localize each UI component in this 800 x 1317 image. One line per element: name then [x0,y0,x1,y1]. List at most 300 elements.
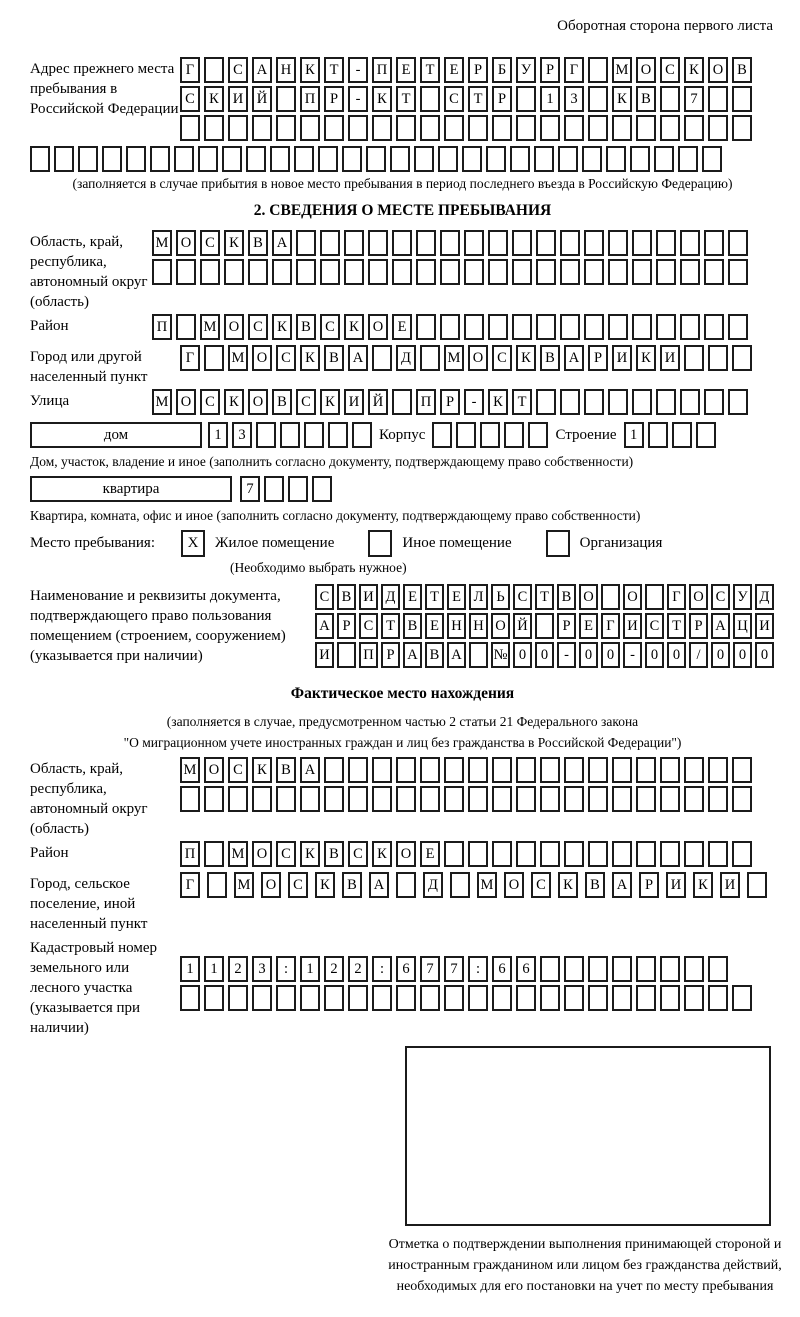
char-box[interactable] [396,985,416,1011]
char-box[interactable] [204,345,224,371]
char-box[interactable]: А [315,613,334,639]
char-box[interactable] [468,985,488,1011]
char-box[interactable] [608,259,628,285]
char-box[interactable]: К [315,872,335,898]
char-box[interactable]: С [348,841,368,867]
char-box[interactable]: Р [689,613,708,639]
char-box[interactable]: П [416,389,436,415]
char-box[interactable]: : [468,956,488,982]
char-box[interactable]: Б [492,57,512,83]
char-box[interactable]: О [396,841,416,867]
char-box[interactable] [512,314,532,340]
char-box[interactable]: В [296,314,316,340]
char-box[interactable] [558,146,578,172]
char-box[interactable] [612,841,632,867]
char-box[interactable] [636,985,656,1011]
char-box[interactable]: Т [420,57,440,83]
char-box[interactable]: А [348,345,368,371]
char-box[interactable] [440,230,460,256]
char-box[interactable] [584,314,604,340]
char-box[interactable] [632,389,652,415]
char-box[interactable]: Т [324,57,344,83]
char-box[interactable] [656,314,676,340]
char-box[interactable]: С [513,584,532,610]
char-box[interactable]: С [228,757,248,783]
char-box[interactable] [150,146,170,172]
char-box[interactable]: К [516,345,536,371]
char-box[interactable]: О [224,314,244,340]
char-box[interactable] [684,985,704,1011]
char-box[interactable] [396,872,416,898]
char-box[interactable]: О [579,584,598,610]
char-box[interactable]: К [204,86,224,112]
char-box[interactable] [492,757,512,783]
char-box[interactable] [224,259,244,285]
char-box[interactable] [536,259,556,285]
char-box[interactable] [126,146,146,172]
char-box[interactable]: 1 [540,86,560,112]
char-box[interactable]: Д [423,872,443,898]
char-box[interactable]: М [152,230,172,256]
char-box[interactable]: С [180,86,200,112]
char-box[interactable]: М [234,872,254,898]
char-box[interactable]: К [558,872,578,898]
char-box[interactable] [660,757,680,783]
char-box[interactable] [152,259,172,285]
char-box[interactable]: А [369,872,389,898]
char-box[interactable] [276,786,296,812]
char-box[interactable] [264,476,284,502]
char-box[interactable]: А [300,757,320,783]
char-box[interactable] [444,985,464,1011]
char-box[interactable] [450,872,470,898]
char-box[interactable] [372,786,392,812]
char-box[interactable]: К [372,86,392,112]
char-box[interactable] [704,314,724,340]
char-box[interactable] [588,956,608,982]
char-box[interactable]: Г [601,613,620,639]
char-box[interactable] [469,642,488,668]
char-box[interactable]: И [359,584,378,610]
char-box[interactable]: Т [381,613,400,639]
char-box[interactable]: А [252,57,272,83]
char-box[interactable]: К [684,57,704,83]
char-box[interactable] [204,115,224,141]
char-box[interactable] [560,314,580,340]
char-box[interactable]: С [645,613,664,639]
char-box[interactable] [488,259,508,285]
char-box[interactable] [684,115,704,141]
char-box[interactable] [368,259,388,285]
char-box[interactable] [601,584,620,610]
char-box[interactable]: Р [337,613,356,639]
char-box[interactable]: С [359,613,378,639]
char-box[interactable]: И [660,345,680,371]
char-box[interactable] [510,146,530,172]
char-box[interactable] [684,841,704,867]
char-box[interactable]: Е [444,57,464,83]
char-box[interactable] [747,872,767,898]
char-box[interactable] [564,757,584,783]
char-box[interactable] [312,476,332,502]
char-box[interactable] [588,757,608,783]
char-box[interactable] [612,985,632,1011]
char-box[interactable]: 7 [444,956,464,982]
char-box[interactable]: В [272,389,292,415]
char-box[interactable]: Л [469,584,488,610]
char-box[interactable]: : [372,956,392,982]
char-box[interactable]: О [636,57,656,83]
char-box[interactable] [396,115,416,141]
char-box[interactable]: Р [381,642,400,668]
char-box[interactable]: В [732,57,752,83]
char-box[interactable] [732,115,752,141]
char-box[interactable]: С [248,314,268,340]
char-box[interactable] [528,422,548,448]
char-box[interactable] [540,115,560,141]
char-box[interactable] [732,345,752,371]
char-box[interactable]: И [315,642,334,668]
char-box[interactable] [672,422,692,448]
char-box[interactable] [396,786,416,812]
char-box[interactable]: И [720,872,740,898]
char-box[interactable]: И [344,389,364,415]
char-box[interactable] [438,146,458,172]
char-box[interactable] [536,230,556,256]
char-box[interactable] [656,230,676,256]
char-box[interactable] [732,86,752,112]
char-box[interactable] [512,259,532,285]
char-box[interactable] [564,786,584,812]
char-box[interactable] [300,786,320,812]
char-box[interactable] [732,841,752,867]
char-box[interactable]: 0 [733,642,752,668]
char-box[interactable]: Г [180,872,200,898]
char-box[interactable]: Р [540,57,560,83]
char-box[interactable] [348,985,368,1011]
char-box[interactable] [337,642,356,668]
char-box[interactable]: В [324,841,344,867]
char-box[interactable] [344,259,364,285]
char-box[interactable]: Д [396,345,416,371]
char-box[interactable] [732,786,752,812]
char-box[interactable]: К [300,57,320,83]
char-box[interactable]: Р [324,86,344,112]
char-box[interactable] [300,115,320,141]
char-box[interactable]: К [300,841,320,867]
char-box[interactable] [464,259,484,285]
char-box[interactable] [372,115,392,141]
char-box[interactable]: Е [447,584,466,610]
char-box[interactable] [324,985,344,1011]
char-box[interactable] [270,146,290,172]
char-box[interactable]: А [612,872,632,898]
char-box[interactable]: 7 [240,476,260,502]
char-box[interactable] [276,86,296,112]
char-box[interactable] [368,230,388,256]
char-box[interactable]: 1 [208,422,228,448]
char-box[interactable] [440,314,460,340]
char-box[interactable] [660,985,680,1011]
char-box[interactable]: Е [420,841,440,867]
char-box[interactable]: К [612,86,632,112]
char-box[interactable]: Т [667,613,686,639]
char-box[interactable]: В [337,584,356,610]
char-box[interactable]: А [272,230,292,256]
char-box[interactable]: Т [468,86,488,112]
char-box[interactable] [102,146,122,172]
char-box[interactable] [588,786,608,812]
char-box[interactable] [584,259,604,285]
char-box[interactable]: М [444,345,464,371]
char-box[interactable]: Г [180,345,200,371]
char-box[interactable]: Е [396,57,416,83]
char-box[interactable]: Ц [733,613,752,639]
char-box[interactable] [492,115,512,141]
char-box[interactable]: / [689,642,708,668]
char-box[interactable]: 2 [324,956,344,982]
char-box[interactable] [440,259,460,285]
char-box[interactable] [276,985,296,1011]
char-box[interactable]: П [180,841,200,867]
char-box[interactable] [680,259,700,285]
char-box[interactable]: О [708,57,728,83]
char-box[interactable] [464,230,484,256]
char-box[interactable] [540,956,560,982]
char-box[interactable]: И [228,86,248,112]
char-box[interactable] [320,230,340,256]
char-box[interactable]: С [200,230,220,256]
char-box[interactable]: К [320,389,340,415]
char-box[interactable] [512,230,532,256]
char-box[interactable]: 0 [579,642,598,668]
char-box[interactable] [534,146,554,172]
char-box[interactable]: Е [579,613,598,639]
char-box[interactable] [444,841,464,867]
char-box[interactable] [256,422,276,448]
char-box[interactable]: В [585,872,605,898]
char-box[interactable] [702,146,722,172]
char-box[interactable] [176,259,196,285]
char-box[interactable] [636,786,656,812]
char-box[interactable] [200,259,220,285]
char-box[interactable] [420,757,440,783]
char-box[interactable] [660,86,680,112]
char-box[interactable]: И [612,345,632,371]
char-box[interactable]: 3 [252,956,272,982]
char-box[interactable] [708,345,728,371]
char-box[interactable]: № [491,642,510,668]
char-box[interactable]: И [755,613,774,639]
char-box[interactable]: В [248,230,268,256]
stay-type-checkbox-organization[interactable] [546,530,570,557]
char-box[interactable]: П [359,642,378,668]
char-box[interactable] [684,757,704,783]
char-box[interactable] [318,146,338,172]
char-box[interactable] [632,230,652,256]
char-box[interactable] [504,422,524,448]
char-box[interactable]: О [368,314,388,340]
char-box[interactable]: Н [447,613,466,639]
char-box[interactable]: С [228,57,248,83]
char-box[interactable]: О [176,230,196,256]
char-box[interactable] [392,230,412,256]
char-box[interactable]: С [660,57,680,83]
char-box[interactable]: Г [564,57,584,83]
char-box[interactable] [252,786,272,812]
char-box[interactable] [348,786,368,812]
char-box[interactable] [680,314,700,340]
char-box[interactable]: К [372,841,392,867]
char-box[interactable] [516,86,536,112]
char-box[interactable]: Т [396,86,416,112]
char-box[interactable]: : [276,956,296,982]
char-box[interactable]: О [623,584,642,610]
char-box[interactable]: В [540,345,560,371]
char-box[interactable]: 2 [348,956,368,982]
char-box[interactable]: М [152,389,172,415]
char-box[interactable]: 6 [396,956,416,982]
char-box[interactable]: У [516,57,536,83]
char-box[interactable] [462,146,482,172]
char-box[interactable] [420,985,440,1011]
char-box[interactable]: С [276,345,296,371]
char-box[interactable]: Г [180,57,200,83]
char-box[interactable]: - [464,389,484,415]
char-box[interactable]: 0 [645,642,664,668]
char-box[interactable] [708,757,728,783]
char-box[interactable]: Н [469,613,488,639]
char-box[interactable]: 7 [420,956,440,982]
char-box[interactable] [660,115,680,141]
char-box[interactable]: 6 [492,956,512,982]
char-box[interactable]: С [711,584,730,610]
char-box[interactable] [328,422,348,448]
char-box[interactable] [560,259,580,285]
char-box[interactable]: О [252,841,272,867]
char-box[interactable] [198,146,218,172]
char-box[interactable]: Г [667,584,686,610]
char-box[interactable]: С [444,86,464,112]
char-box[interactable] [612,115,632,141]
char-box[interactable] [732,757,752,783]
char-box[interactable] [636,757,656,783]
char-box[interactable] [728,230,748,256]
char-box[interactable] [612,757,632,783]
char-box[interactable] [684,956,704,982]
char-box[interactable] [660,841,680,867]
char-box[interactable] [588,57,608,83]
char-box[interactable]: Д [755,584,774,610]
char-box[interactable] [372,757,392,783]
char-box[interactable]: К [252,757,272,783]
char-box[interactable] [636,956,656,982]
char-box[interactable] [352,422,372,448]
char-box[interactable]: С [492,345,512,371]
char-box[interactable] [536,314,556,340]
char-box[interactable] [645,584,664,610]
char-box[interactable] [348,115,368,141]
char-box[interactable] [180,115,200,141]
char-box[interactable]: 1 [300,956,320,982]
char-box[interactable]: Н [276,57,296,83]
char-box[interactable] [492,985,512,1011]
char-box[interactable] [608,314,628,340]
char-box[interactable] [468,786,488,812]
char-box[interactable]: В [636,86,656,112]
char-box[interactable] [480,422,500,448]
char-box[interactable] [588,985,608,1011]
char-box[interactable] [516,985,536,1011]
char-box[interactable] [684,786,704,812]
char-box[interactable] [564,841,584,867]
char-box[interactable]: 0 [513,642,532,668]
char-box[interactable] [444,115,464,141]
char-box[interactable]: О [252,345,272,371]
char-box[interactable]: Р [468,57,488,83]
char-box[interactable]: Д [381,584,400,610]
char-box[interactable] [30,146,50,172]
char-box[interactable]: 2 [228,956,248,982]
char-box[interactable] [564,115,584,141]
char-box[interactable]: Е [392,314,412,340]
char-box[interactable] [248,259,268,285]
char-box[interactable] [732,985,752,1011]
char-box[interactable] [680,389,700,415]
char-box[interactable] [540,786,560,812]
char-box[interactable]: 3 [564,86,584,112]
char-box[interactable]: П [372,57,392,83]
char-box[interactable]: Т [425,584,444,610]
char-box[interactable] [420,786,440,812]
char-box[interactable] [390,146,410,172]
char-box[interactable]: К [224,230,244,256]
char-box[interactable] [608,230,628,256]
char-box[interactable]: М [228,345,248,371]
char-box[interactable] [708,115,728,141]
char-box[interactable] [684,345,704,371]
char-box[interactable] [468,115,488,141]
char-box[interactable] [660,786,680,812]
char-box[interactable] [464,314,484,340]
char-box[interactable] [280,422,300,448]
char-box[interactable] [207,872,227,898]
char-box[interactable] [564,985,584,1011]
char-box[interactable] [296,230,316,256]
stay-type-checkbox-other-premises[interactable] [368,530,392,557]
char-box[interactable] [680,230,700,256]
char-box[interactable] [535,613,554,639]
char-box[interactable] [78,146,98,172]
char-box[interactable] [420,345,440,371]
char-box[interactable] [612,786,632,812]
char-box[interactable] [456,422,476,448]
char-box[interactable] [392,259,412,285]
char-box[interactable] [656,259,676,285]
char-box[interactable]: 1 [204,956,224,982]
char-box[interactable] [320,259,340,285]
char-box[interactable] [582,146,602,172]
char-box[interactable] [416,259,436,285]
char-box[interactable] [180,985,200,1011]
char-box[interactable]: М [228,841,248,867]
char-box[interactable]: К [224,389,244,415]
char-box[interactable] [704,259,724,285]
char-box[interactable] [444,757,464,783]
char-box[interactable] [420,115,440,141]
char-box[interactable] [540,985,560,1011]
char-box[interactable] [324,115,344,141]
